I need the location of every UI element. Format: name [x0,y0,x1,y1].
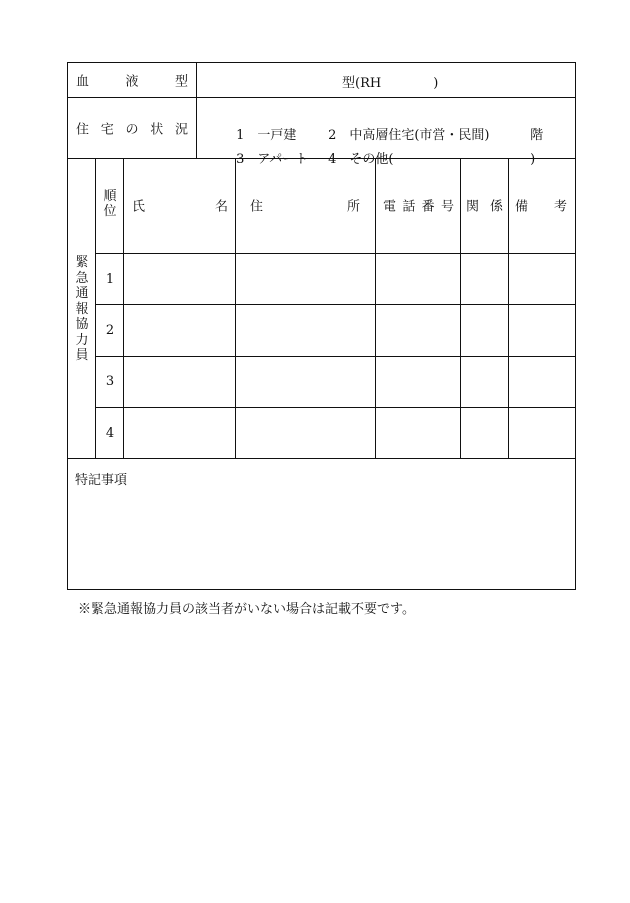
phone-header: 電 話 番 号 [383,199,454,215]
housing-option-detached[interactable]: 1 一戸建 [236,128,297,143]
blood-type-value-cell[interactable] [197,63,575,97]
blood-type-row [68,63,575,98]
housing-label-cell [68,98,197,158]
emergency-contacts-label-cell [68,159,96,458]
housing-option-apartment[interactable]: 3 アパート [236,152,309,167]
rank-number: 2 [105,323,115,338]
housing-option-other[interactable]: 4 その他( [328,152,394,167]
address-header: 住 所 [250,199,360,215]
rank-header: 順位 [103,189,117,219]
housing-floor-label: 階 [530,128,544,143]
footnote: ※緊急通報協力員の該当者がいない場合は記載不要です。 [78,602,415,617]
housing-row [68,98,575,167]
blood-type-label: 血 液 型 [76,74,188,90]
header-divider [96,253,575,254]
rank-number: 3 [105,374,115,389]
rank-number: 1 [105,272,115,287]
registration-form [67,62,576,590]
housing-label: 住 宅 の 状 況 [76,122,188,138]
row-divider [96,356,575,357]
blood-type-label-cell [68,63,197,97]
rank-number: 4 [105,426,115,441]
row-divider [96,304,575,305]
housing-value-cell[interactable] [197,98,575,167]
emergency-contacts-label: 緊急通報協力員 [75,255,89,363]
blood-type-value: 型(RH ) [342,76,439,91]
name-header: 氏 名 [132,199,228,215]
housing-option-highrise[interactable]: 2 中高層住宅(市営・民間) [328,128,490,143]
remarks-header: 備 考 [515,199,567,215]
emergency-contacts-section [68,159,575,459]
notes-section[interactable] [68,459,575,589]
row-divider [96,407,575,408]
notes-label: 特記事項 [75,473,128,488]
housing-other-close: ) [530,152,536,167]
relation-header: 関 係 [466,199,503,215]
